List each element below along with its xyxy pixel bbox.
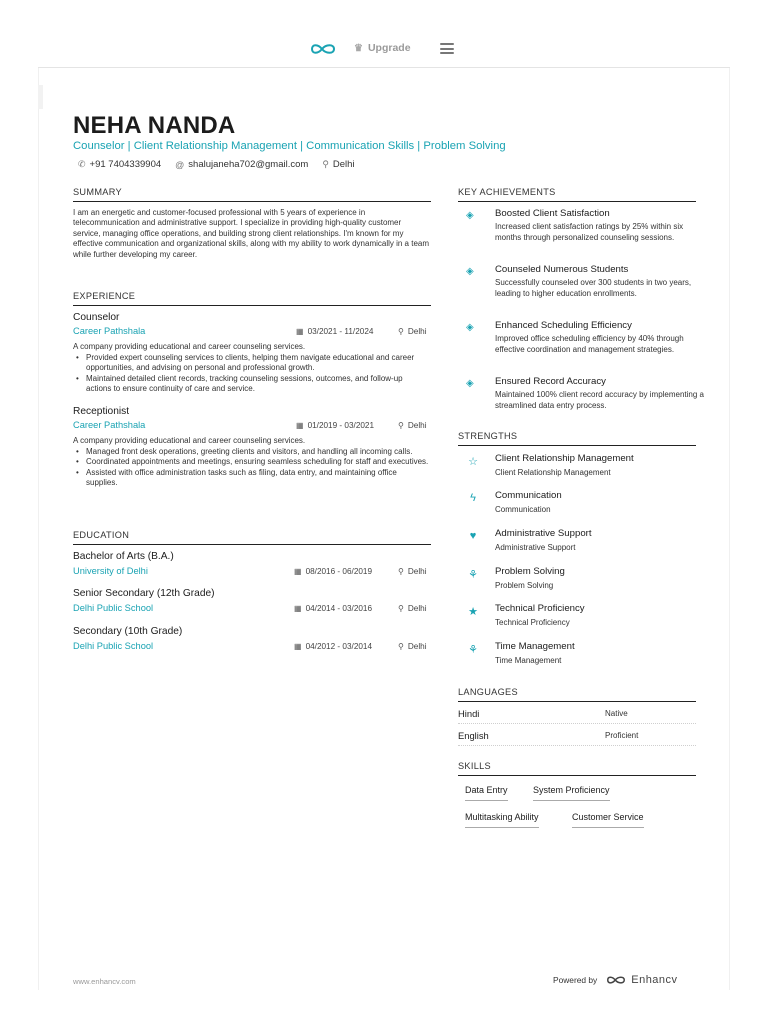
summary-text: I am an energetic and customer-focused professional with 5 years of experience in telecommunication and administrative support. I specialize in providing high-quality customer service, managing office operations, and building strong client relationships. I'm known for my effective communication and organizational skills, along with my ability to work dynamically in a team while further developing my career. bbox=[73, 208, 430, 259]
job-company: Career Pathshala bbox=[73, 420, 146, 430]
experience-heading: EXPERIENCE bbox=[73, 291, 431, 306]
edu-dates bbox=[294, 604, 372, 613]
achievements-heading: KEY ACHIEVEMENTS bbox=[458, 187, 696, 202]
side-tab[interactable] bbox=[38, 85, 43, 109]
location-pin-icon: ⚲ bbox=[398, 642, 404, 651]
edu-location-text: Delhi bbox=[407, 604, 427, 613]
language-level: Native bbox=[605, 709, 628, 718]
skill-tag: System Proficiency bbox=[533, 785, 610, 801]
location-pin-icon: ⚲ bbox=[398, 327, 404, 336]
strength-text: Time Management bbox=[495, 656, 562, 665]
edu-degree: Bachelor of Arts (B.A.) bbox=[73, 551, 174, 562]
achievement-text: Improved office scheduling efficiency by 40% through effective coordination and management strategies. bbox=[495, 334, 684, 354]
edu-dates-text: 04/2012 - 03/2014 bbox=[305, 642, 373, 651]
diamond-icon: ◈ bbox=[466, 378, 474, 389]
list-item: • Managed front desk operations, greeting clients and visitors, and handling all incoming calls. bbox=[73, 447, 429, 457]
job-dates bbox=[296, 327, 373, 336]
strength-title: Time Management bbox=[495, 641, 575, 652]
footer-brand[interactable] bbox=[605, 974, 677, 986]
award-icon: ⚘ bbox=[468, 644, 478, 656]
powered-by-label: Powered by bbox=[553, 975, 598, 985]
edu-location-text: Delhi bbox=[407, 642, 427, 651]
contact-phone bbox=[78, 159, 161, 170]
job-role: Receptionist bbox=[73, 406, 130, 417]
edu-school: University of Delhi bbox=[73, 566, 148, 576]
language-name: English bbox=[458, 730, 489, 741]
diamond-icon: ◈ bbox=[466, 322, 474, 333]
edu-dates bbox=[294, 642, 372, 651]
strength-title: Technical Proficiency bbox=[495, 603, 585, 614]
phone-text: +91 7404339904 bbox=[89, 159, 162, 170]
diamond-icon: ◈ bbox=[466, 210, 474, 221]
edu-degree: Secondary (10th Grade) bbox=[73, 626, 183, 637]
list-item: • Provided expert counseling services to clients, helping them navigate educational and career opportunities, and advising on personal and professional growth. bbox=[73, 353, 429, 374]
skill-tag: Data Entry bbox=[465, 785, 508, 801]
edu-dates-text: 08/2016 - 06/2019 bbox=[305, 567, 373, 576]
edu-location bbox=[398, 642, 427, 651]
language-level: Proficient bbox=[605, 731, 639, 740]
edu-dates-text: 04/2014 - 03/2016 bbox=[305, 604, 373, 613]
heart-icon: ♥ bbox=[469, 530, 477, 542]
email-text: shalujaneha702@gmail.com bbox=[188, 159, 309, 170]
crown-icon: ♛ bbox=[354, 42, 363, 54]
upgrade-button[interactable] bbox=[354, 42, 411, 54]
strengths-heading: STRENGTHS bbox=[458, 431, 696, 446]
job-description: A company providing educational and career counseling services. bbox=[73, 342, 306, 351]
language-name: Hindi bbox=[458, 708, 480, 719]
job-dates-text: 03/2021 - 11/2024 bbox=[307, 327, 374, 336]
candidate-name: NEHA NANDA bbox=[73, 112, 236, 139]
job-location bbox=[398, 327, 427, 336]
job-description: A company providing educational and career counseling services. bbox=[73, 436, 306, 445]
skills-heading: SKILLS bbox=[458, 761, 696, 776]
enhancv-logo-icon bbox=[605, 974, 627, 986]
achievement-text: Successfully counseled over 300 students in two years, leading to higher education enrollments. bbox=[495, 278, 692, 298]
strength-title: Problem Solving bbox=[495, 566, 565, 577]
strength-text: Communication bbox=[495, 505, 551, 514]
summary-heading: SUMMARY bbox=[73, 187, 431, 202]
calendar-icon: ▦ bbox=[296, 421, 304, 430]
achievement-title: Ensured Record Accuracy bbox=[495, 376, 606, 387]
contact-location bbox=[322, 159, 354, 170]
language-row bbox=[458, 708, 696, 724]
language-row bbox=[458, 730, 696, 746]
languages-heading: LANGUAGES bbox=[458, 687, 696, 702]
location-pin-icon: ⚲ bbox=[322, 159, 329, 169]
job-bullets bbox=[73, 447, 429, 488]
edu-degree: Senior Secondary (12th Grade) bbox=[73, 588, 215, 599]
strength-title: Administrative Support bbox=[495, 528, 592, 539]
edu-school: Delhi Public School bbox=[73, 603, 154, 613]
award-icon: ⚘ bbox=[468, 569, 478, 581]
job-bullets bbox=[73, 353, 429, 394]
star-outline-icon: ☆ bbox=[468, 456, 478, 468]
list-item: • Maintained detailed client records, tracking counseling sessions, outcomes, and follow-up actions to ensure continuity of care and service. bbox=[73, 374, 429, 395]
footer-url[interactable]: www.enhancv.com bbox=[73, 977, 136, 986]
edu-location bbox=[398, 604, 427, 613]
job-location-text: Delhi bbox=[407, 327, 427, 336]
strength-title: Communication bbox=[495, 490, 562, 501]
achievement-title: Enhanced Scheduling Efficiency bbox=[495, 320, 632, 331]
at-icon: @ bbox=[175, 159, 185, 170]
footer-powered bbox=[553, 974, 678, 986]
skill-tag: Customer Service bbox=[572, 812, 644, 828]
calendar-icon: ▦ bbox=[296, 327, 304, 336]
job-dates bbox=[296, 421, 374, 430]
job-company: Career Pathshala bbox=[73, 326, 146, 336]
calendar-icon: ▦ bbox=[294, 642, 302, 651]
contact-row bbox=[78, 159, 355, 170]
strength-text: Problem Solving bbox=[495, 581, 554, 590]
location-pin-icon: ⚲ bbox=[398, 567, 404, 576]
job-location bbox=[398, 421, 427, 430]
calendar-icon: ▦ bbox=[294, 604, 302, 613]
diamond-icon: ◈ bbox=[466, 266, 474, 277]
strength-text: Client Relationship Management bbox=[495, 468, 611, 477]
skill-tag: Multitasking Ability bbox=[465, 812, 539, 828]
lightning-icon: ϟ bbox=[470, 492, 476, 504]
list-item: • Coordinated appointments and meetings, ensuring seamless scheduling for staff and executives. bbox=[73, 457, 429, 467]
achievement-item bbox=[466, 320, 706, 370]
location-pin-icon: ⚲ bbox=[398, 604, 404, 613]
achievement-item bbox=[466, 376, 706, 416]
edu-location-text: Delhi bbox=[407, 567, 427, 576]
list-item: • Assisted with office administration tasks such as filing, data entry, and maintaining office supplies. bbox=[73, 468, 429, 489]
hamburger-menu-icon[interactable] bbox=[440, 43, 454, 54]
job-role: Counselor bbox=[73, 312, 120, 323]
top-toolbar bbox=[38, 30, 730, 68]
strength-text: Administrative Support bbox=[495, 543, 576, 552]
star-icon: ★ bbox=[468, 606, 478, 618]
achievement-item bbox=[466, 208, 706, 258]
page-frame bbox=[38, 68, 730, 990]
achievement-item bbox=[466, 264, 706, 314]
location-text: Delhi bbox=[332, 159, 355, 170]
phone-icon: ✆ bbox=[78, 159, 86, 169]
edu-school: Delhi Public School bbox=[73, 641, 154, 651]
edu-dates bbox=[294, 567, 372, 576]
brand-text: Enhancv bbox=[631, 974, 678, 986]
strength-title: Client Relationship Management bbox=[495, 453, 634, 464]
education-heading: EDUCATION bbox=[73, 530, 431, 545]
job-location-text: Delhi bbox=[407, 421, 427, 430]
contact-email[interactable] bbox=[175, 159, 308, 170]
achievement-title: Boosted Client Satisfaction bbox=[495, 208, 610, 219]
achievement-title: Counseled Numerous Students bbox=[495, 264, 629, 275]
upgrade-label: Upgrade bbox=[367, 42, 411, 54]
achievement-text: Increased client satisfaction ratings by 25% within six months through personalized counseling sessions. bbox=[495, 222, 684, 242]
job-dates-text: 01/2019 - 03/2021 bbox=[307, 421, 375, 430]
enhancv-logo-icon[interactable] bbox=[309, 41, 337, 57]
location-pin-icon: ⚲ bbox=[398, 421, 404, 430]
achievement-text: Maintained 100% client record accuracy by implementing a streamlined data entry process. bbox=[495, 390, 704, 410]
candidate-tagline: Counselor | Client Relationship Management | Communication Skills | Problem Solving bbox=[73, 140, 506, 152]
edu-location bbox=[398, 567, 427, 576]
strength-text: Technical Proficiency bbox=[495, 618, 570, 627]
calendar-icon: ▦ bbox=[294, 567, 302, 576]
